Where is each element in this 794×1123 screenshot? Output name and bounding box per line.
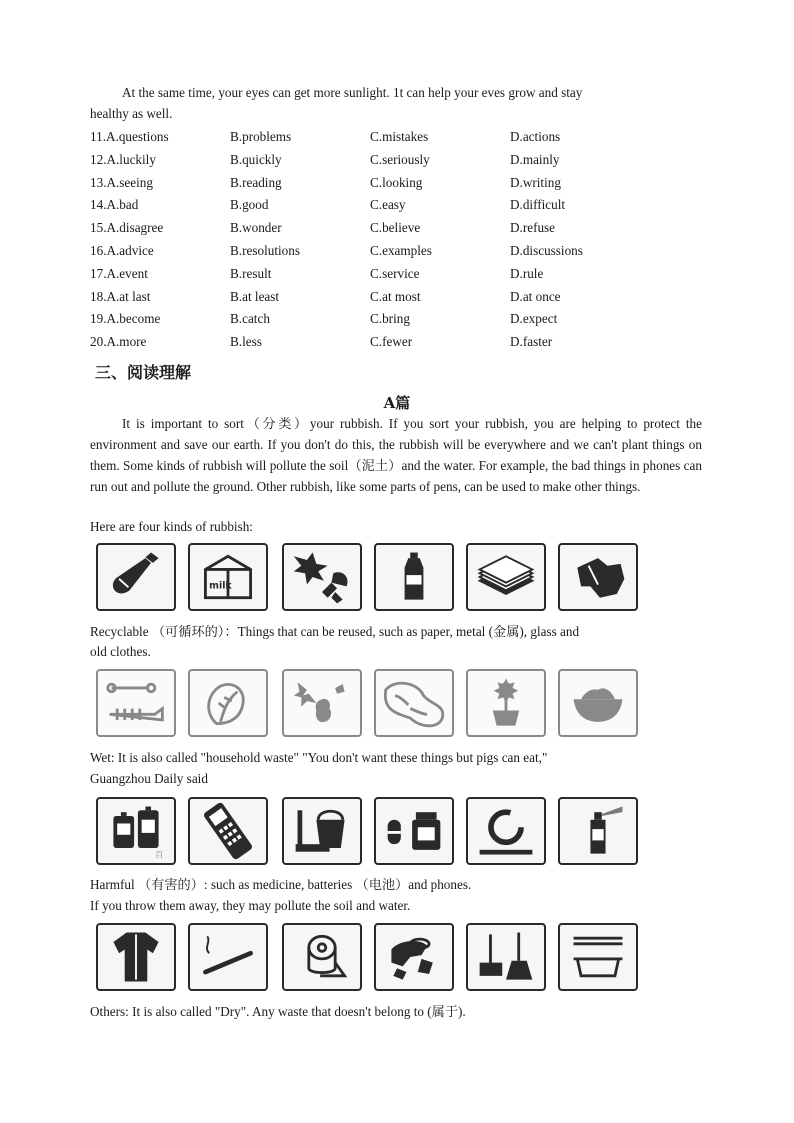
option: C.easy: [370, 197, 406, 213]
tissue-roll-icon: [282, 923, 362, 991]
option: D.faster: [510, 334, 553, 350]
passage-title: A篇: [383, 394, 411, 412]
intro-line-2: healthy as well.: [90, 106, 173, 121]
potted-flower-icon: [466, 669, 546, 737]
option: D.writing: [510, 174, 561, 190]
section-title: 三、阅读理解: [95, 363, 192, 382]
option: D.difficult: [510, 197, 566, 213]
wet-caption-1: Wet: It is also called "household waste" "You don't want these things but pigs can eat,": [90, 750, 548, 765]
option: 13.A.seeing: [90, 174, 153, 190]
watermark-text: 百: [154, 849, 164, 860]
apple-core-icon: [282, 669, 362, 737]
paint-bucket-icon: [282, 797, 362, 865]
option: B.at least: [230, 288, 280, 304]
passage-paragraph: It is important to sort（分类）your rubbish. If you sort your rubbish, you are helping to protect the environment and save our earth. If you don't do this, the rubbish will be everywhere and we can't plant things on them. Some kinds of rubbish will pollute the soil（泥土）and the water. For example, the bad things in phones can run out and pollute the ground. Other rubbish, like some parts of pens, can be used to make other things.: [90, 416, 702, 494]
option: 16.A.advice: [90, 242, 154, 258]
option: D.at once: [510, 288, 561, 304]
option: 19.A.become: [90, 311, 161, 327]
broken-ceramic-icon: [374, 923, 454, 991]
recyclable-caption-1: Recyclable （可循环的）：Things that can be reused, such as paper, metal (金属), glass and: [90, 624, 580, 639]
option: 12.A.luckily: [90, 151, 156, 167]
thermometer-ring-icon: [466, 797, 546, 865]
option: B.less: [230, 334, 262, 350]
option: B.wonder: [230, 220, 282, 236]
paper-stack-icon: [466, 543, 546, 611]
option: B.problems: [230, 129, 292, 144]
option-row-18: [90, 286, 710, 309]
food-box-chopsticks-icon: [558, 923, 638, 991]
option: 15.A.disagree: [90, 220, 164, 236]
option-row-17: [90, 263, 710, 286]
others-caption-1: Others: It is also called "Dry". Any waste that doesn't belong to (属于).: [90, 1004, 466, 1019]
option: C.mistakes: [370, 129, 429, 144]
recyclable-caption-2: old clothes.: [90, 644, 151, 659]
option: C.bring: [370, 311, 410, 327]
spray-can-icon: [558, 797, 638, 865]
option: 17.A.event: [90, 265, 148, 281]
option: C.examples: [370, 242, 432, 258]
rubbish-intro: Here are four kinds of rubbish:: [90, 519, 253, 534]
wet-caption-2: Guangzhou Daily said: [90, 771, 208, 786]
option: B.good: [230, 197, 269, 213]
option: B.quickly: [230, 151, 282, 167]
option-row-20: [90, 331, 710, 354]
harmful-caption-2: If you throw them away, they may pollute the soil and water.: [90, 898, 411, 913]
option: D.expect: [510, 311, 558, 327]
option: C.service: [370, 265, 420, 281]
metal-scraps-icon: [282, 543, 362, 611]
plastic-bottle-icon: [374, 543, 454, 611]
bottle-icon: [96, 543, 176, 611]
option: D.discussions: [510, 242, 583, 258]
option: 18.A.at last: [90, 288, 151, 304]
option: D.refuse: [510, 220, 556, 236]
option-row-14: [90, 194, 710, 217]
option: B.reading: [230, 174, 282, 190]
milk-carton-icon: [188, 543, 268, 611]
option: B.result: [230, 265, 272, 281]
option: C.looking: [370, 174, 423, 190]
option: C.believe: [370, 220, 421, 236]
option: B.resolutions: [230, 242, 300, 258]
food-bowl-icon: [558, 669, 638, 737]
option-row-12: [90, 149, 710, 172]
option: D.actions: [510, 129, 561, 144]
cabbage-icon: [188, 669, 268, 737]
option: 11.A.questions: [90, 129, 169, 144]
option-row-15: [90, 217, 710, 240]
cigarette-icon: [188, 923, 268, 991]
battery-icon: [96, 797, 176, 865]
option: D.rule: [510, 265, 544, 281]
medicine-icon: [374, 797, 454, 865]
intro-line-1: At the same time, your eyes can get more sunlight. 1t can help your eves grow and stay: [122, 85, 583, 100]
fish-bone-icon: [96, 669, 176, 737]
harmful-caption-1: Harmful （有害的）: such as medicine, batteries （电池）and phones.: [90, 877, 472, 892]
intro-paragraph: [90, 82, 702, 124]
option: C.at most: [370, 288, 421, 304]
crushed-can-icon: [558, 543, 638, 611]
answer-options: [90, 126, 710, 354]
option: 20.A.more: [90, 334, 147, 350]
option-row-16: [90, 240, 710, 263]
option-row-19: [90, 308, 710, 331]
option: D.mainly: [510, 151, 560, 167]
option: B.catch: [230, 311, 270, 327]
option: C.seriously: [370, 151, 430, 167]
old-coat-icon: [96, 923, 176, 991]
option: 14.A.bad: [90, 197, 139, 213]
dustpan-broom-icon: [466, 923, 546, 991]
option-row-11: [90, 126, 710, 149]
option-row-13: [90, 172, 710, 195]
option: C.fewer: [370, 334, 413, 350]
milk-label: milk: [209, 580, 232, 592]
mobile-phone-icon: [188, 797, 268, 865]
peanut-shell-icon: [374, 669, 454, 737]
